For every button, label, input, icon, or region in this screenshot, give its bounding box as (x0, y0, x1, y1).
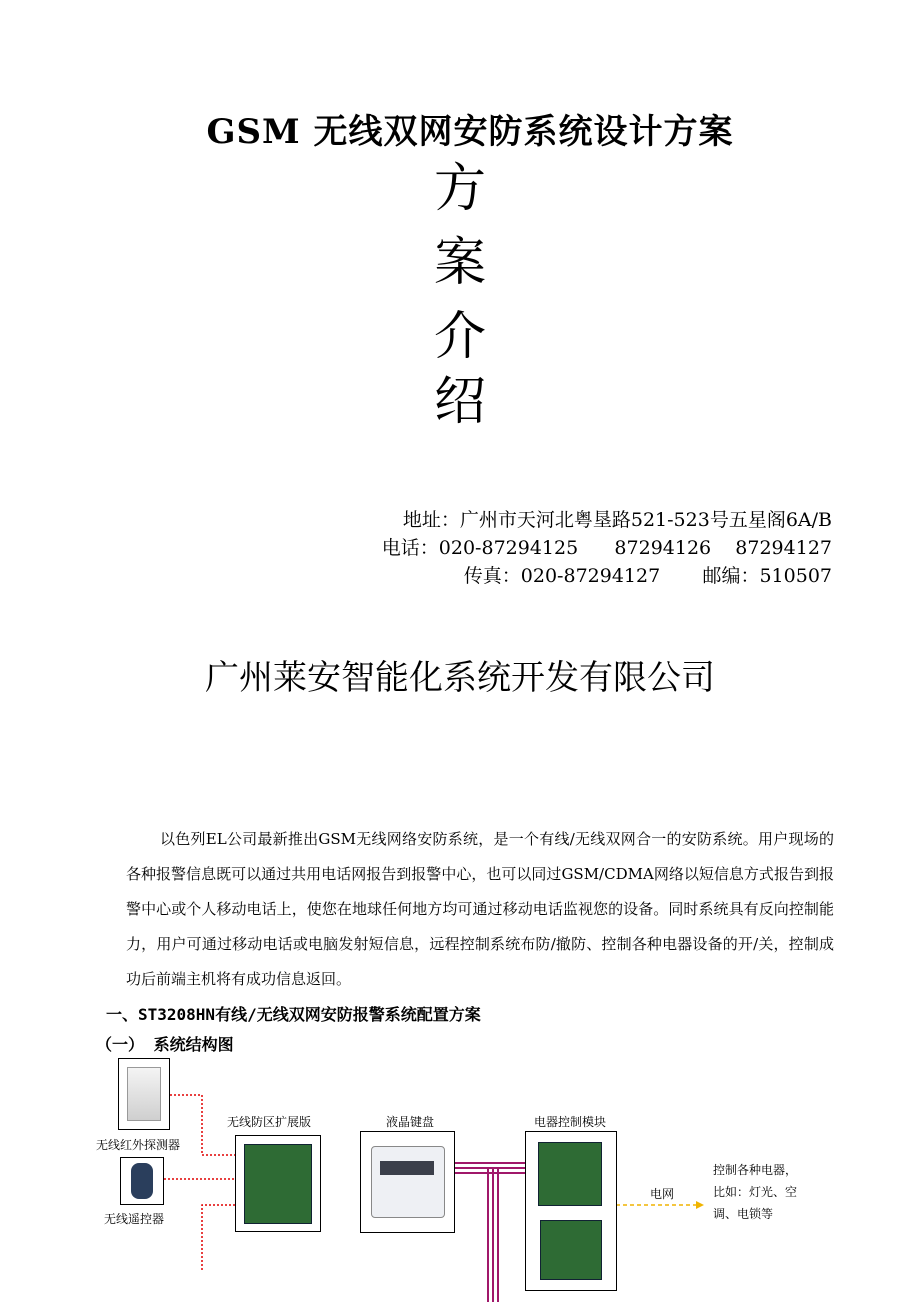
system-diagram (0, 1055, 920, 1302)
document-title: GSM 无线双网安防系统设计方案 (206, 112, 734, 152)
circuit-board-icon (538, 1142, 602, 1206)
vertical-heading-char: 绍 (433, 372, 486, 432)
vertical-heading-char: 方 (433, 159, 486, 219)
circuit-board-icon (244, 1144, 312, 1224)
intro-paragraph: 以色列EL公司最新推出GSM无线网络安防系统，是一个有线/无线双网合一的安防系统。用户现场的各种报警信息既可以通过共用电话网报告到报警中心，也可以同过GSM/CDMA网络以短信息方式报告到报警中心或个人移动电话上，使您在地球任何地方均可通过移动电话监视您的设备。同时系统具有反向控制能力，用户可通过移动电话或电脑发射短信息，远程控制系统布防/撤防、控制各种电器设备的开/关，控制成功后前端主机将有成功信息返回。 (126, 830, 834, 988)
vertical-heading-char: 案 (433, 233, 486, 293)
appliance-module-image (525, 1131, 617, 1291)
grid-label: 电网 (650, 1187, 675, 1201)
keypad-image (360, 1131, 455, 1233)
zone-expander-label: 无线防区扩展版 (227, 1115, 312, 1129)
section-heading: 一、ST3208HN有线/无线双网安防报警系统配置方案 (106, 1005, 481, 1024)
subsection-heading: （一） 系统结构图 (96, 1035, 234, 1054)
control-line: 控制各种电器， (713, 1163, 798, 1177)
pir-detector-image (118, 1058, 170, 1130)
remote-label: 无线遥控器 (104, 1212, 165, 1226)
keypad-label: 液晶键盘 (386, 1115, 435, 1129)
zone-expander-image (235, 1135, 321, 1232)
pir-sensor-icon (127, 1067, 161, 1121)
arrow-head-icon (696, 1201, 704, 1209)
circuit-board-icon (540, 1220, 602, 1280)
keypad-icon (371, 1146, 445, 1218)
remote-control-icon (131, 1163, 153, 1199)
appliance-module-label: 电器控制模块 (534, 1115, 607, 1129)
control-line: 调、电锁等 (713, 1207, 774, 1221)
contact-address: 地址：广州市天河北粤垦路521-523号五星阁6A/B (402, 509, 832, 531)
contact-phone: 电话：020-87294125 87294126 87294127 (381, 537, 832, 559)
remote-image (120, 1157, 164, 1205)
contact-fax-zip: 传真：020-87294127 邮编：510507 (463, 565, 832, 587)
vertical-heading-char: 介 (433, 307, 486, 367)
control-description (713, 1159, 797, 1225)
company-name: 广州莱安智能化系统开发有限公司 (205, 658, 715, 698)
lcd-screen-icon (380, 1161, 434, 1175)
pir-label: 无线红外探测器 (96, 1138, 181, 1152)
control-line: 比如：灯光、空 (713, 1185, 798, 1199)
